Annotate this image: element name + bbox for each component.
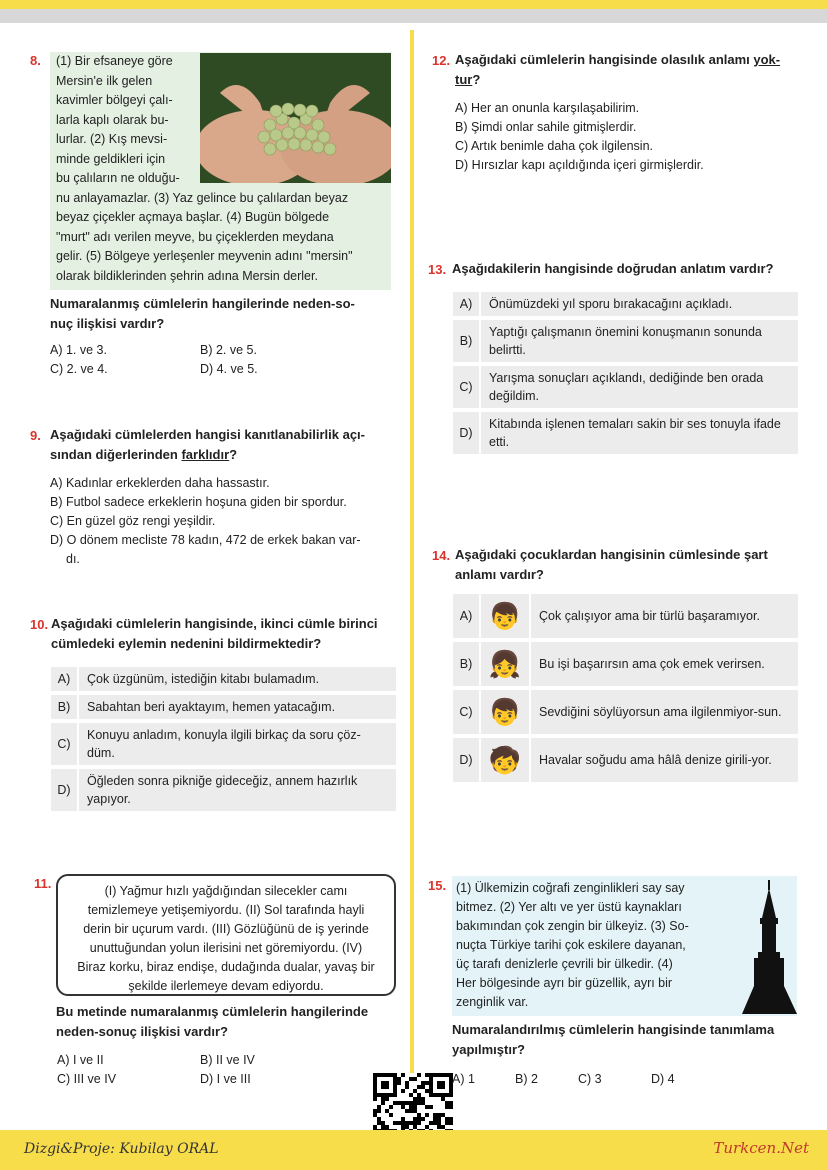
q8-option-a[interactable]: A) 1. ve 3. <box>50 343 107 357</box>
question-line: Bu metinde numaralanmış cümlelerin hangilerinde <box>56 1004 369 1019</box>
olive-hands-photo <box>200 53 391 183</box>
q15-passage-text <box>456 879 724 1012</box>
question-number: 10. <box>30 617 49 632</box>
answer-option[interactable] <box>51 667 396 691</box>
passage-line: (I) Yağmur hızlı yağdığından silecekler camı <box>104 884 348 898</box>
answer-option[interactable] <box>453 690 798 734</box>
option-text: Sevdiğini söylüyorsun ama ilgilenmiyor-sun. <box>539 705 782 719</box>
footer <box>0 1130 827 1170</box>
q13-question: Aşağıdakilerin hangisinde doğrudan anlatım vardır? <box>452 261 774 276</box>
q15-option-c[interactable]: C) 3 <box>578 1072 602 1086</box>
passage-line: "murt" adı verilen meyve, bu çiçeklerden meydana <box>56 229 334 244</box>
passage-line: nuçta Türkiye tarihi çok eskilere dayanan, <box>456 938 686 952</box>
answer-option[interactable] <box>453 320 798 362</box>
avatar-glyph: 👧 <box>488 648 522 679</box>
passage-line: temizlemeye yetişemiyordu. (II) Sol tarafında hayli <box>87 903 365 917</box>
q9-question <box>50 425 395 465</box>
footer-credit: Dizgi&Proje: Kubilay ORAL <box>24 1141 219 1157</box>
q11-option-a[interactable]: A) I ve II <box>57 1053 104 1067</box>
question-number: 12. <box>432 53 451 68</box>
question-line: anlamı vardır? <box>455 567 544 582</box>
passage-line: bakımından çok zengin bir ülkeyiz. (3) So- <box>456 919 689 933</box>
q11-option-d[interactable]: D) I ve III <box>200 1072 251 1086</box>
q8-option-b[interactable]: B) 2. ve 5. <box>200 343 257 357</box>
answer-option[interactable] <box>453 594 798 638</box>
q14-options <box>453 594 798 786</box>
avatar-glyph: 🧒 <box>488 744 522 775</box>
q14-question <box>455 545 798 585</box>
option-letter: C) <box>453 366 481 408</box>
option-letter: A) <box>453 594 481 638</box>
option-letter: D) <box>453 738 481 782</box>
passage-line: bu çalıların ne olduğu- <box>56 171 180 185</box>
top-gray-band <box>0 9 827 23</box>
question-line: neden-sonuç ilişkisi vardır? <box>56 1024 228 1039</box>
passage-line: gelir. (5) Bölgeye yerleşenler meyvenin adını "mersin" <box>56 249 353 263</box>
answer-option[interactable] <box>453 412 798 454</box>
option-letter: C) <box>51 723 79 765</box>
q8-question <box>50 294 395 334</box>
passage-line: Her bölgesinde ayrı bir güzellik, ayrı bir <box>456 976 673 990</box>
passage-line: lurlar. (2) Kış mevsi- <box>56 132 168 146</box>
answer-option[interactable] <box>51 723 396 765</box>
question-line: cümledeki eylemin nedenini bildirmektedir? <box>51 636 322 651</box>
q8-passage-wrapped <box>56 52 202 189</box>
option-letter: D) <box>51 769 79 811</box>
option-letter: D) <box>453 412 481 454</box>
question-number: 8. <box>30 53 41 68</box>
q12-option-a[interactable]: A) Her an onunla karşılaşabilirim. <box>455 101 640 115</box>
option-text: Önümüzdeki yıl sporu bırakacağını açıkladı. <box>489 297 733 311</box>
q8-passage-full <box>56 189 386 287</box>
column-divider <box>410 30 414 1130</box>
q9-option-b[interactable]: B) Futbol sadece erkeklerin hoşuna giden bir spordur. <box>50 495 347 509</box>
q9-underlined: farklıdır <box>181 447 230 462</box>
option-letter: B) <box>51 695 79 719</box>
answer-option[interactable] <box>51 769 396 811</box>
answer-option[interactable] <box>453 366 798 408</box>
q12-question-line2 <box>455 70 805 90</box>
question-number: 11. <box>34 876 52 891</box>
passage-line: minde geldikleri için <box>56 151 166 166</box>
passage-line: kavimler bölgeyi çalı- <box>56 93 173 107</box>
q12-option-c[interactable]: C) Artık benimle daha çok ilgilensin. <box>455 139 654 153</box>
boy-icon <box>481 594 531 638</box>
q9-option-c[interactable]: C) En güzel göz rengi yeşildir. <box>50 514 216 528</box>
avatar-glyph: 👦 <box>488 696 522 727</box>
option-text: Kitabında işlenen temaları sakin bir ses tonuyla ifade etti. <box>489 417 781 449</box>
maiden-tower-icon <box>742 878 797 1014</box>
q8-option-c[interactable]: C) 2. ve 4. <box>50 362 108 376</box>
passage-line: üç tarafı denizlerle çevrili bir ülkedir. (4) <box>456 957 673 971</box>
q12-underlined: yok- <box>753 52 781 67</box>
passage-line: larla kaplı olarak bu- <box>56 112 169 127</box>
passage-line: Biraz korku, biraz endişe, dudağında dualar, yavaş bir <box>77 960 375 974</box>
option-text: Bu işi başarırsın ama çok emek verirsen. <box>539 657 765 671</box>
passage-line: nu anlayamazlar. (3) Yaz gelince bu çalılardan beyaz <box>56 190 349 205</box>
q13-options <box>453 292 798 458</box>
question-number: 13. <box>428 262 447 277</box>
q11-passage <box>56 874 396 996</box>
q11-question <box>56 1002 401 1042</box>
question-number: 15. <box>428 878 447 893</box>
passage-line: derin bir uçurum vardı. (III) Gözlüğünü de iş yerinde <box>83 922 369 936</box>
footer-brand-logo[interactable]: Turkcen.Net <box>713 1139 809 1157</box>
q12-underlined-2: tur <box>455 72 473 87</box>
passage-line: zenginlik var. <box>456 995 529 1009</box>
avatar-glyph: 👦 <box>488 600 522 631</box>
q9-option-a[interactable]: A) Kadınlar erkeklerden daha hassastır. <box>50 476 270 490</box>
q8-option-d[interactable]: D) 4. ve 5. <box>200 362 258 376</box>
question-line: Aşağıdaki cümlelerin hangisinde, ikinci cümle birinci <box>51 616 378 631</box>
answer-option[interactable] <box>453 292 798 316</box>
q12-option-b[interactable]: B) Şimdi onlar sahile gitmişlerdir. <box>455 120 637 134</box>
q9-question-line2 <box>50 445 395 465</box>
option-text: Öğleden sonra pikniğe gideceğiz, annem hazırlık yapıyor. <box>87 774 358 806</box>
passage-line: bitmez. (2) Yer altı ve yer üstü kaynakları <box>456 900 682 914</box>
q15-question <box>452 1020 802 1060</box>
q12-option-d[interactable]: D) Hırsızlar kapı açıldığında içeri girmişlerdir. <box>455 158 704 172</box>
option-text: Konuyu anladım, konuyla ilgili birkaç da soru çöz-düm. <box>87 728 361 760</box>
q9-qmark: ? <box>229 447 238 462</box>
q10-question <box>51 614 401 654</box>
q9-question-line1: Aşağıdaki cümlelerden hangisi kanıtlanabilirlik açı- <box>50 427 365 442</box>
option-text: Sabahtan beri ayaktayım, hemen yatacağım. <box>87 700 336 714</box>
passage-line: (1) Ülkemizin coğrafi zenginlikleri say say <box>456 881 685 895</box>
option-letter: C) <box>453 690 481 734</box>
option-letter: B) <box>453 642 481 686</box>
q9-option-d[interactable]: D) O dönem mecliste 78 kadın, 472 de erkek bakan var- <box>50 533 361 547</box>
option-text: Çok üzgünüm, istediğin kitabı bulamadım. <box>87 672 320 686</box>
answer-option[interactable] <box>453 642 798 686</box>
option-text: Yarışma sonuçları açıklandı, dediğinde ben orada değildim. <box>489 371 764 403</box>
q15-passage <box>452 876 797 1016</box>
option-letter: A) <box>453 292 481 316</box>
passage-line: olarak bildiklerinden şehrin adına Mersin derler. <box>56 268 318 283</box>
question-line: Numaralandırılmış cümlelerin hangisinde tanımlama <box>452 1022 775 1037</box>
q10-options <box>51 667 396 815</box>
q15-option-a[interactable]: A) 1 <box>452 1072 475 1086</box>
q12-question-line1 <box>455 50 805 70</box>
q12-qmark: ? <box>472 72 481 87</box>
top-band <box>0 0 827 9</box>
passage-line: Mersin'e ilk gelen <box>56 73 153 88</box>
option-letter: B) <box>453 320 481 362</box>
q11-option-c[interactable]: C) III ve IV <box>57 1072 117 1086</box>
option-text: Yaptığı çalışmanın önemini konuşmanın sonunda belirtti. <box>489 325 762 357</box>
boy-icon <box>481 690 531 734</box>
child-icon <box>481 738 531 782</box>
girl-icon <box>481 642 531 686</box>
question-line: Numaralanmış cümlelerin hangilerinde neden-so- <box>50 296 355 311</box>
passage-line: şekilde ilerlemeye devam ediyordu. <box>128 979 324 993</box>
q9-text: sından diğerlerinden <box>50 447 182 462</box>
question-line: yapılmıştır? <box>452 1042 525 1057</box>
option-text: Çok çalışıyor ama bir türlü başaramıyor. <box>539 609 760 623</box>
option-letter: A) <box>51 667 79 691</box>
answer-option[interactable] <box>51 695 396 719</box>
passage-line: unuttuğundan yolun ilerisini net göremiyordu. (IV) <box>89 941 363 955</box>
q12-text: Aşağıdaki cümlelerin hangisinde olasılık anlamı <box>455 52 754 67</box>
q15-option-b[interactable]: B) 2 <box>515 1072 538 1086</box>
q11-option-b[interactable]: B) II ve IV <box>200 1053 255 1067</box>
question-line: Aşağıdaki çocuklardan hangisinin cümlesinde şart <box>455 547 768 562</box>
q9-option-d-cont: dı. <box>66 552 80 566</box>
answer-option[interactable] <box>453 738 798 782</box>
q15-option-d[interactable]: D) 4 <box>651 1072 675 1086</box>
option-text: Havalar soğudu ama hâlâ denize girili-yor. <box>539 753 772 767</box>
question-number: 14. <box>432 548 451 563</box>
question-number: 9. <box>30 428 41 443</box>
passage-line: (1) Bir efsaneye göre <box>56 54 173 68</box>
question-line: nuç ilişkisi vardır? <box>50 316 165 331</box>
passage-line: beyaz çiçekler açmaya başlar. (4) Bugün bölgede <box>56 210 330 224</box>
q12-question <box>455 50 805 90</box>
